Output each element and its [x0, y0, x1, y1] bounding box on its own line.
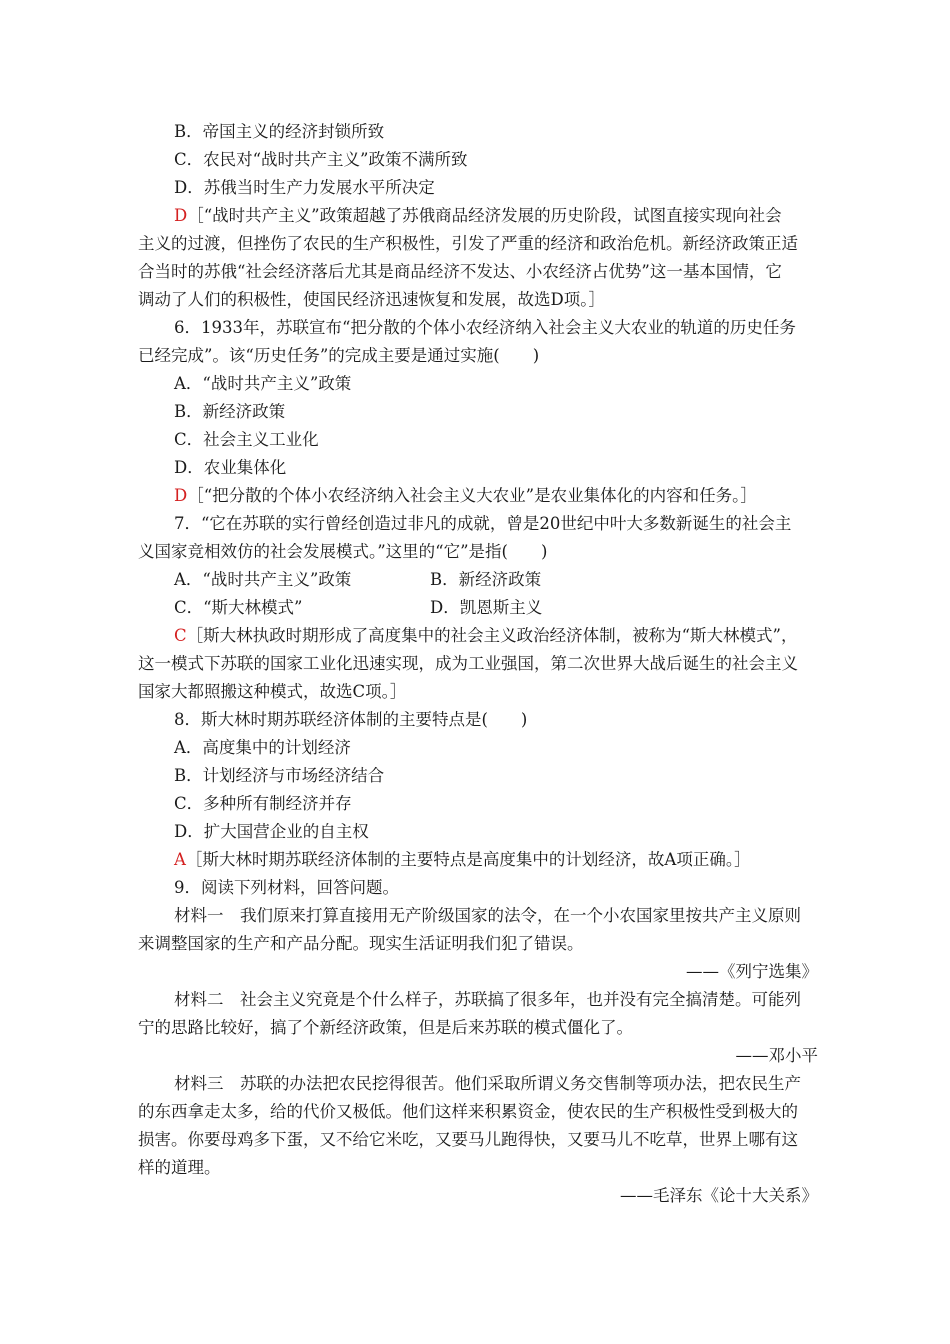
q7-explanation-text: ［斯大林执政时期形成了高度集中的社会主义政治经济体制，被称为“斯大林模式”，: [186, 626, 798, 645]
q8-stem: 8．斯大林时期苏联经济体制的主要特点是( ): [174, 710, 528, 729]
q7-option-a: A．“战时共产主义”政策: [174, 570, 352, 589]
q9-material1-line: 材料一 我们原来打算直接用无产阶级国家的法令，在一个小农国家里按共产主义原则: [174, 906, 801, 925]
q5-explanation-text: ［“战时共产主义”政策超越了苏俄商品经济发展的历史阶段，试图直接实现向社会: [187, 206, 782, 225]
q8-answer-letter: A: [174, 850, 186, 869]
q9-material2-source: ——邓小平: [735, 1046, 818, 1065]
document-page: [138, 118, 818, 1210]
q8-option-b: B．计划经济与市场经济结合: [174, 766, 385, 785]
q5-option-b: B．帝国主义的经济封锁所致: [174, 122, 385, 141]
q9-material1-line: 来调整国家的生产和产品分配。现实生活证明我们犯了错误。: [138, 934, 584, 953]
q7-explanation-line: [138, 622, 818, 650]
q9-material3-line: 材料三 苏联的办法把农民挖得很苦。他们采取所谓义务交售制等项办法，把农民生产: [174, 1074, 801, 1093]
q9-material3-line: 损害。你要母鸡多下蛋，又不给它米吃，又要马儿跑得快，又要马儿不吃草，世界上哪有这: [138, 1130, 798, 1149]
q7-answer-letter: C: [174, 626, 187, 645]
q7-options-row-1: [138, 566, 818, 594]
q8-option-c: C．多种所有制经济并存: [174, 794, 352, 813]
q6-explanation-text: ［“把分散的个体小农经济纳入社会主义大农业”是农业集体化的内容和任务。］: [187, 486, 757, 505]
q6-option-d: D．农业集体化: [174, 458, 287, 477]
q9-material1-source: ——《列宁选集》: [686, 962, 818, 981]
q9-material3-line: 样的道理。: [138, 1158, 221, 1177]
q7-stem-line: 义国家竞相效仿的社会发展模式。”这里的“它”是指( ): [138, 542, 548, 561]
q6-answer-letter: D: [174, 486, 188, 505]
q7-stem-line: 7．“它在苏联的实行曾经创造过非凡的成就，曾是20世纪中叶大多数新诞生的社会主: [174, 514, 792, 533]
q5-explanation-line: [138, 202, 818, 230]
q9-stem: 9．阅读下列材料，回答问题。: [174, 878, 399, 897]
q6-option-b: B．新经济政策: [174, 402, 286, 421]
q6-option-c: C．社会主义工业化: [174, 430, 319, 449]
q7-options-row-2: [138, 594, 818, 622]
q6-stem-line: 已经完成”。该“历史任务”的完成主要是通过实施( ): [138, 346, 540, 365]
q5-option-c: C．农民对“战时共产主义”政策不满所致: [174, 150, 468, 169]
q8-explanation-text: ［斯大林时期苏联经济体制的主要特点是高度集中的计划经济，故A项正确。］: [185, 850, 751, 869]
q9-material3-line: 的东西拿走太多，给的代价又极低。他们这样来积累资金，使农民的生产积极性受到极大的: [138, 1102, 798, 1121]
q7-explanation-line: 国家大都照搬这种模式，故选C项。］: [138, 682, 407, 701]
q7-option-d: D．凯恩斯主义: [430, 598, 543, 617]
q8-explanation-line: [138, 846, 818, 874]
q9-material2-line: 材料二 社会主义究竟是个什么样子，苏联搞了很多年，也并没有完全搞清楚。可能列: [174, 990, 801, 1009]
q9-material2-line: 宁的思路比较好，搞了个新经济政策，但是后来苏联的模式僵化了。: [138, 1018, 633, 1037]
q5-option-d: D．苏俄当时生产力发展水平所决定: [174, 178, 435, 197]
q9-material3-source: ——毛泽东《论十大关系》: [620, 1186, 818, 1205]
q7-option-c: C．“斯大林模式”: [174, 598, 303, 617]
q7-option-b: B．新经济政策: [430, 570, 542, 589]
q6-option-a: A．“战时共产主义”政策: [174, 374, 352, 393]
q6-stem-line: 6．1933年，苏联宣布“把分散的个体小农经济纳入社会主义大农业的轨道的历史任务: [174, 318, 796, 337]
q8-option-a: A．高度集中的计划经济: [174, 738, 351, 757]
q5-explanation-line: 合当时的苏俄“社会经济落后尤其是商品经济不发达、小农经济占优势”这一基本国情，它: [138, 262, 782, 281]
q7-explanation-line: 这一模式下苏联的国家工业化迅速实现，成为工业强国，第二次世界大战后诞生的社会主义: [138, 654, 798, 673]
q6-explanation-line: [138, 482, 818, 510]
q5-answer-letter: D: [174, 206, 188, 225]
q8-option-d: D．扩大国营企业的自主权: [174, 822, 369, 841]
q5-explanation-line: 主义的过渡，但挫伤了农民的生产积极性，引发了严重的经济和政治危机。新经济政策正适: [138, 234, 798, 253]
q5-explanation-line: 调动了人们的积极性，使国民经济迅速恢复和发展，故选D项。］: [138, 290, 605, 309]
